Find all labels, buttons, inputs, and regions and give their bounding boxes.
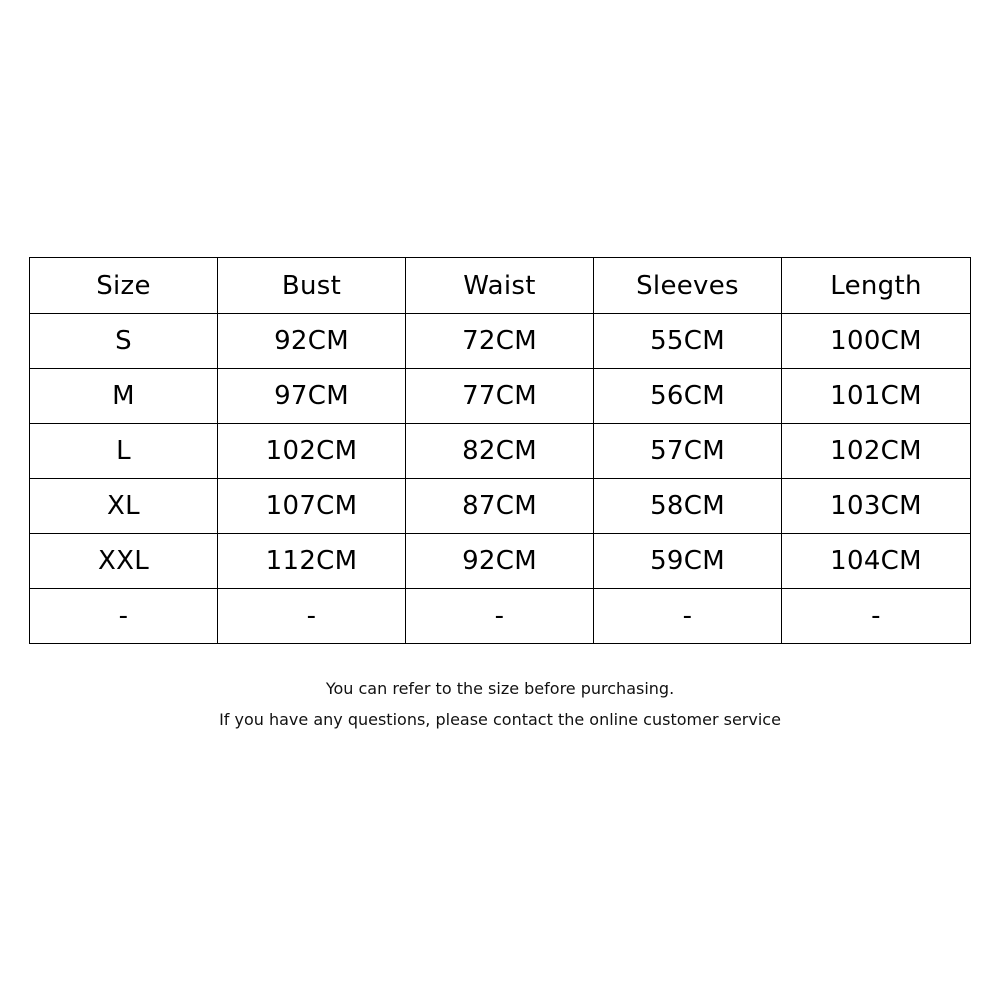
cell-waist: 72CM: [406, 314, 594, 369]
cell-length: 101CM: [782, 369, 971, 424]
size-chart-header: [30, 258, 971, 314]
size-chart-body: [30, 314, 971, 644]
size-reference-note: You can refer to the size before purchasing.: [325, 679, 675, 698]
cell-bust: 97CM: [218, 369, 406, 424]
header-bust: Bust: [218, 258, 406, 314]
cell-waist: 82CM: [406, 424, 594, 479]
cell-sleeves: -: [594, 589, 782, 644]
cell-waist: 87CM: [406, 479, 594, 534]
header-sleeves: Sleeves: [594, 258, 782, 314]
cell-bust: 107CM: [218, 479, 406, 534]
cell-size: XL: [30, 479, 218, 534]
cell-sleeves: 56CM: [594, 369, 782, 424]
table-row: [30, 314, 971, 369]
header-row: [30, 258, 971, 314]
cell-bust: 102CM: [218, 424, 406, 479]
table-row: [30, 479, 971, 534]
cell-length: 104CM: [782, 534, 971, 589]
cell-length: -: [782, 589, 971, 644]
cell-size: -: [30, 589, 218, 644]
header-waist: Waist: [406, 258, 594, 314]
table-row: [30, 589, 971, 644]
header-length: Length: [782, 258, 971, 314]
header-size: Size: [30, 258, 218, 314]
cell-sleeves: 55CM: [594, 314, 782, 369]
cell-sleeves: 59CM: [594, 534, 782, 589]
cell-size: M: [30, 369, 218, 424]
size-chart-table: [29, 257, 971, 644]
cell-length: 102CM: [782, 424, 971, 479]
table-row: [30, 424, 971, 479]
cell-waist: -: [406, 589, 594, 644]
cell-size: S: [30, 314, 218, 369]
cell-bust: 92CM: [218, 314, 406, 369]
cell-waist: 77CM: [406, 369, 594, 424]
cell-sleeves: 57CM: [594, 424, 782, 479]
cell-waist: 92CM: [406, 534, 594, 589]
cell-sleeves: 58CM: [594, 479, 782, 534]
cell-bust: -: [218, 589, 406, 644]
cell-length: 100CM: [782, 314, 971, 369]
cell-size: L: [30, 424, 218, 479]
table-row: [30, 534, 971, 589]
cell-bust: 112CM: [218, 534, 406, 589]
cell-size: XXL: [30, 534, 218, 589]
cell-length: 103CM: [782, 479, 971, 534]
table-row: [30, 369, 971, 424]
customer-service-note: If you have any questions, please contact the online customer service: [219, 710, 781, 729]
